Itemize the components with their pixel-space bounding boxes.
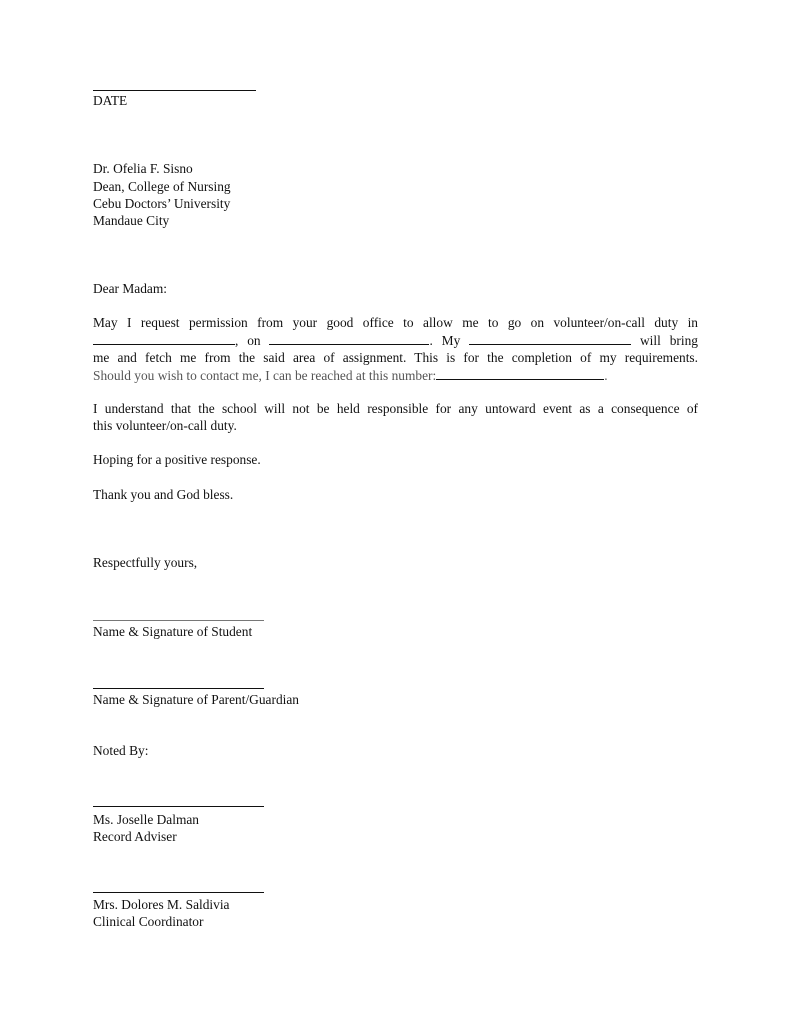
parent-signature-label: Name & Signature of Parent/Guardian (93, 692, 300, 707)
student-signature-line (93, 620, 264, 621)
contact-number-blank (436, 368, 604, 380)
paragraph-1-line-2 (93, 333, 698, 349)
adviser-title: Record Adviser (93, 829, 177, 844)
closing: Respectfully yours, (93, 555, 198, 570)
salutation: Dear Madam: (93, 281, 167, 296)
recipient-institution: Cebu Doctors’ University (93, 196, 231, 211)
date-blank-line (93, 90, 256, 91)
on-text: , on (235, 333, 261, 348)
student-signature-label: Name & Signature of Student (93, 624, 253, 639)
adviser-signature-line (93, 806, 264, 807)
paragraph-4: Thank you and God bless. (93, 487, 234, 502)
recipient-city: Mandaue City (93, 213, 170, 228)
contact-text: Should you wish to contact me, I can be reached at this number: (93, 368, 437, 383)
contact-period: . (604, 368, 608, 383)
noted-by-label: Noted By: (93, 743, 149, 758)
my-text: . My (429, 333, 461, 348)
paragraph-1-line-4 (93, 368, 608, 384)
will-bring-text: will bring (640, 333, 698, 348)
coordinator-name: Mrs. Dolores M. Saldivia (93, 897, 230, 912)
date-of-duty-blank (269, 333, 429, 345)
paragraph-2-line-1: I understand that the school will not be held responsible for any untoward event as a consequence of (93, 401, 698, 416)
paragraph-1-line-3: me and fetch me from the said area of assignment. This is for the completion of my requirements. (93, 350, 698, 365)
date-label: DATE (93, 93, 128, 108)
parent-signature-line (93, 688, 264, 689)
paragraph-2-line-2: this volunteer/on-call duty. (93, 418, 237, 433)
paragraph-1-line-1: May I request permission from your good office to allow me to go on volunteer/on-call duty in (93, 315, 698, 330)
coordinator-signature-line (93, 892, 264, 893)
coordinator-title: Clinical Coordinator (93, 914, 204, 929)
recipient-title: Dean, College of Nursing (93, 179, 231, 194)
area-blank (93, 333, 235, 345)
paragraph-3: Hoping for a positive response. (93, 452, 261, 467)
adviser-name: Ms. Joselle Dalman (93, 812, 199, 827)
recipient-name: Dr. Ofelia F. Sisno (93, 161, 193, 176)
escort-blank (469, 333, 631, 345)
